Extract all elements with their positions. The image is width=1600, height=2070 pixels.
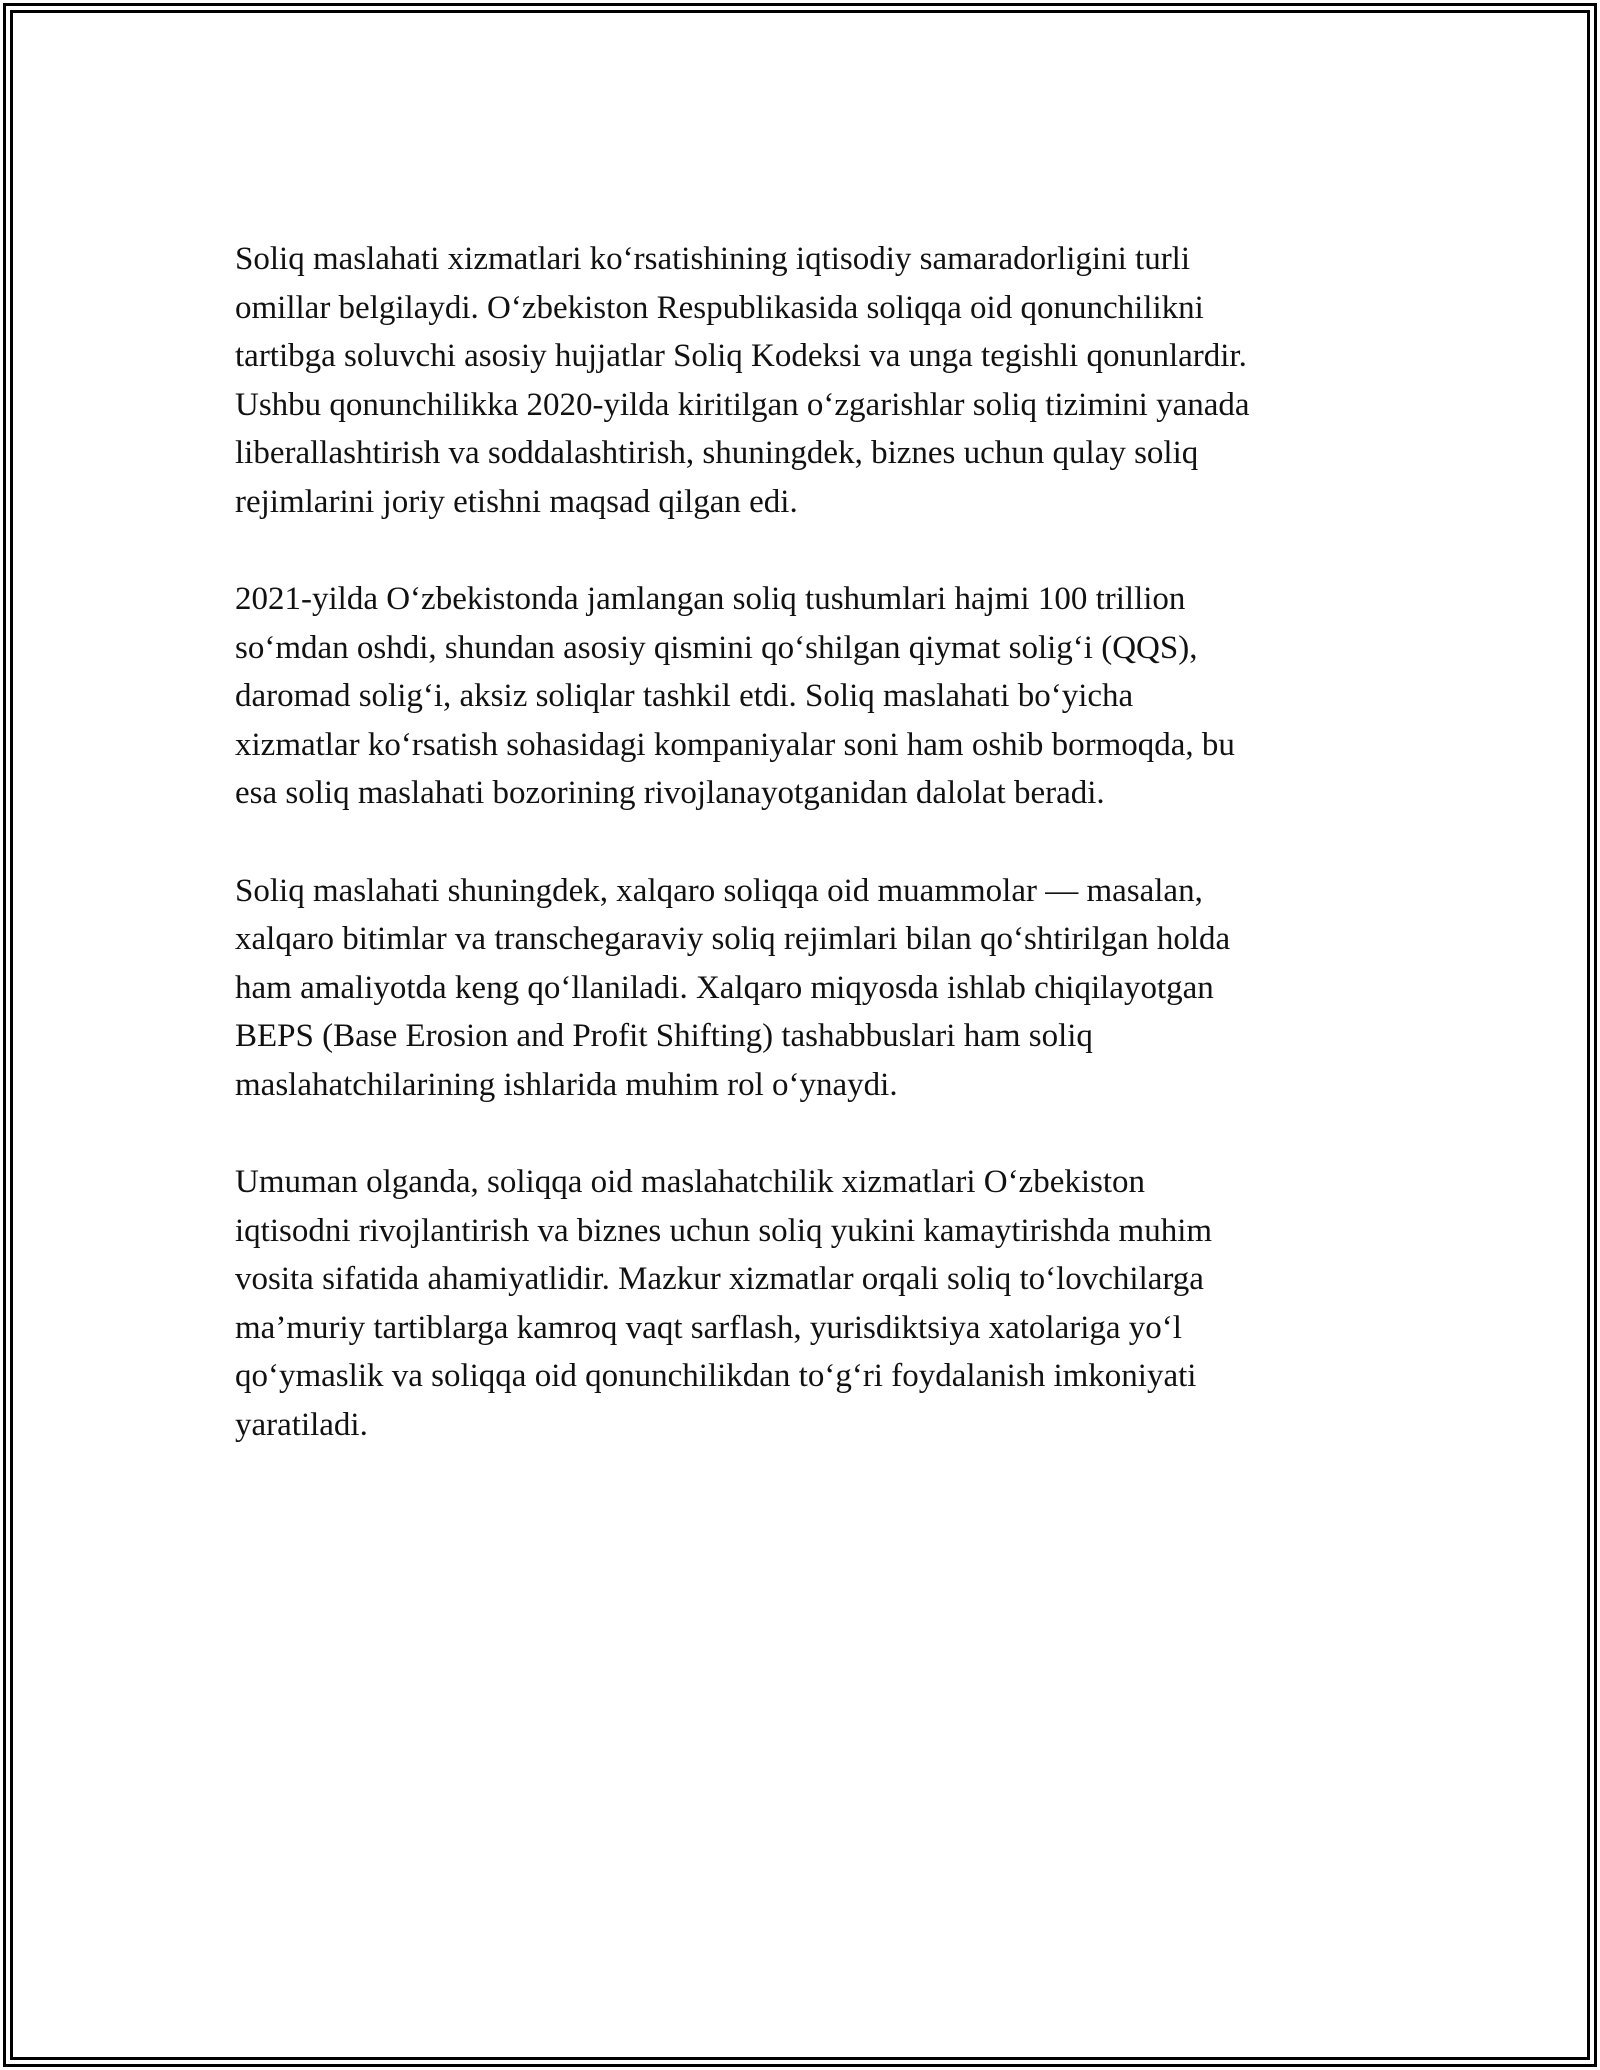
document-body [235, 235, 1370, 1498]
paragraph-2: 2021-yilda O‘zbekistonda jamlangan soliq tushumlari hajmi 100 trillion so‘mdan oshdi, shundan asosiy qismini qo‘shilgan qiymat solig‘i (QQS), daromad solig‘i, aksiz soliqlar tashkil etdi. Soliq maslahati bo‘yicha xizmatlar ko‘rsatish sohasidagi kompaniyalar soni ham oshib bormoqda, bu esa soliq maslahati bozorining rivojlanayotganidan dalolat beradi. [235, 581, 1235, 811]
paragraph-3: Soliq maslahati shuningdek, xalqaro soliqqa oid muammolar — masalan, xalqaro bitimlar va transchegaraviy soliq rejimlari bilan qo‘shtirilgan holda ham amaliyotda keng qo‘llaniladi. Xalqaro miqyosda ishlab chiqilayotgan BEPS (Base Erosion and Profit Shifting) tashabbuslari ham soliq maslahatchilarining ishlarida muhim rol o‘ynaydi. [235, 872, 1231, 1103]
paragraph-1: Soliq maslahati xizmatlari ko‘rsatishining iqtisodiy samaradorligini turli omillar belgilaydi. O‘zbekiston Respublikasida soliqqa oid qonunchilikni tartibga soluvchi asosiy hujjatlar Soliq Kodeksi va unga tegishli qonunlardir. Ushbu qonunchilikka 2020-yilda kiritilgan o‘zgarishlar soliq tizimini yanada liberallashtirish va soddalashtirish, shuningdek, biznes uchun qulay soliq rejimlarini joriy etishni maqsad qilgan edi. [235, 241, 1250, 520]
paragraph-4: Umuman olganda, soliqqa oid maslahatchilik xizmatlari O‘zbekiston iqtisodni rivojlantirish va biznes uchun soliq yukini kamaytirishda muhim vosita sifatida ahamiyatlidir. Mazkur xizmatlar orqali soliq to‘lovchilarga ma’muriy tartiblarga kamroq vaqt sarflash, yurisdiktsiya xatolariga yo‘l qo‘ymaslik va soliqqa oid qonunchilikdan to‘g‘ri foydalanish imkoniyati yaratiladi. [235, 1164, 1213, 1443]
